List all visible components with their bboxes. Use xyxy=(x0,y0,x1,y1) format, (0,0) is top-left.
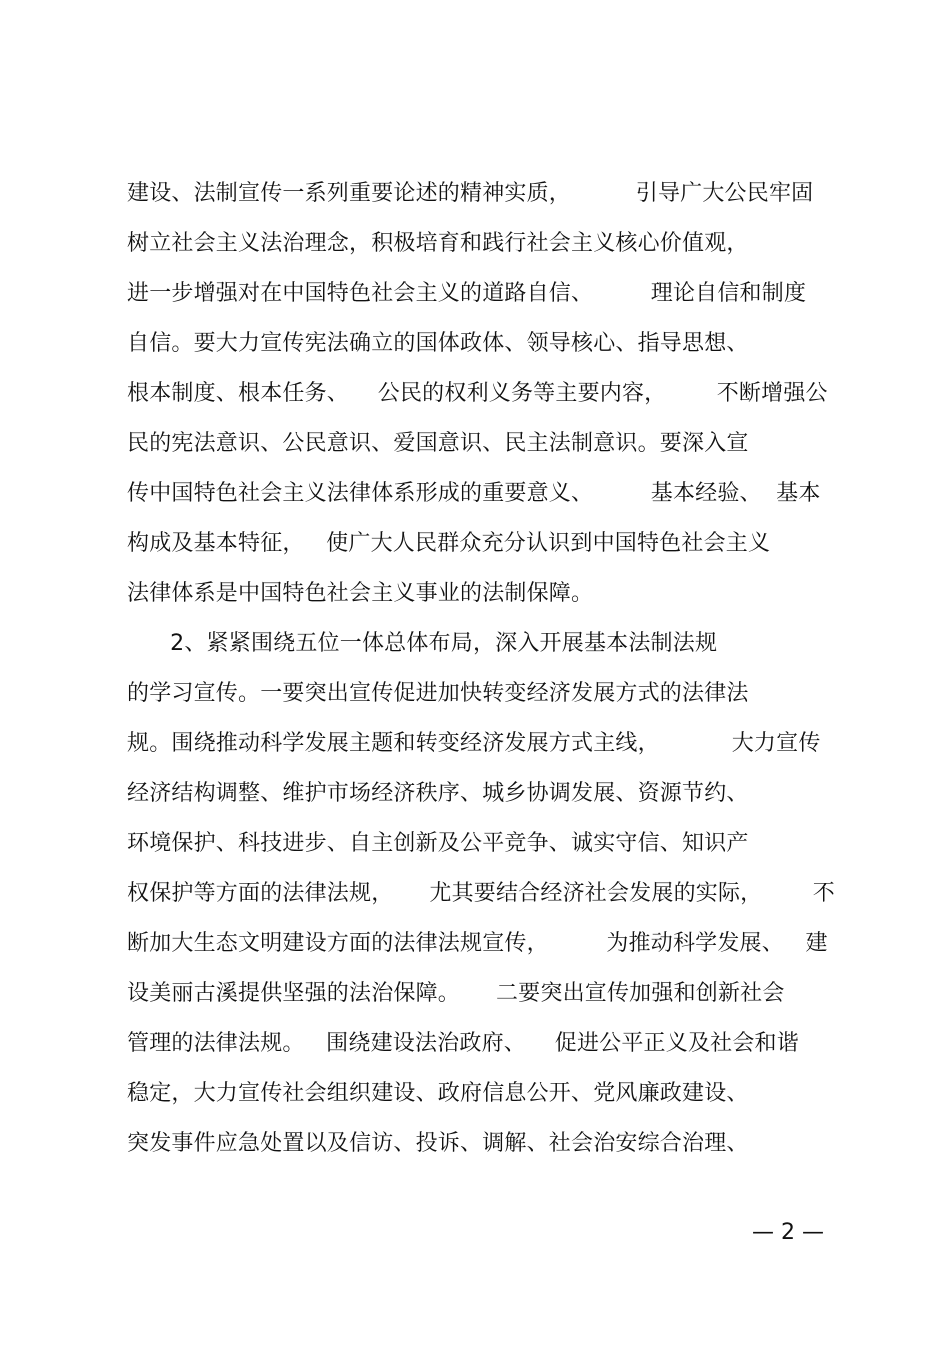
text-line: 进一步增强对在中国特色社会主义的道路自信、 理论自信和制度 xyxy=(127,281,807,306)
text-line: 根本制度、根本任务、 公民的权利义务等主要内容， 不断增强公 xyxy=(127,381,828,406)
page-number: — 2 — xyxy=(752,1220,824,1245)
text-line: 树立社会主义法治理念，积极培育和践行社会主义核心价值观， xyxy=(127,231,749,256)
text-line: 突发事件应急处置以及信访、投诉、调解、社会治安综合治理、 xyxy=(127,1131,749,1156)
text-line: 设美丽古溪提供坚强的法治保障。 二要突出宣传加强和创新社会 xyxy=(127,981,785,1006)
text-line: 民的宪法意识、公民意识、爱国意识、民主法制意识。要深入宣 xyxy=(127,431,749,456)
text-line: 环境保护、科技进步、自主创新及公平竞争、诚实守信、知识产 xyxy=(127,831,749,856)
text-line: 自信。要大力宣传宪法确立的国体政体、领导核心、指导思想、 xyxy=(127,331,749,356)
text-line: 权保护等方面的法律法规， 尤其要结合经济社会发展的实际， 不 xyxy=(127,881,835,906)
text-line: 稳定，大力宣传社会组织建设、政府信息公开、党风廉政建设、 xyxy=(127,1081,749,1106)
text-line: 建设、法制宣传一系列重要论述的精神实质， 引导广大公民牢固 xyxy=(127,181,814,206)
text-line: 法律体系是中国特色社会主义事业的法制保障。 xyxy=(127,581,594,606)
text-line: 经济结构调整、维护市场经济秩序、城乡协调发展、资源节约、 xyxy=(127,781,749,806)
text-line: 断加大生态文明建设方面的法律法规宣传， 为推动科学发展、 建 xyxy=(127,931,828,956)
text-line: 2、紧紧围绕五位一体总体布局，深入开展基本法制法规 xyxy=(127,631,718,656)
text-line: 传中国特色社会主义法律体系形成的重要意义、 基本经验、 基本 xyxy=(127,481,821,506)
text-line: 的学习宣传。一要突出宣传促进加快转变经济发展方式的法律法 xyxy=(127,681,749,706)
text-line: 构成及基本特征， 使广大人民群众充分认识到中国特色社会主义 xyxy=(127,531,771,556)
text-line: 管理的法律法规。 围绕建设法治政府、 促进公平正义及社会和谐 xyxy=(127,1031,799,1056)
text-line: 规。围绕推动科学发展主题和转变经济发展方式主线， 大力宣传 xyxy=(127,731,821,756)
